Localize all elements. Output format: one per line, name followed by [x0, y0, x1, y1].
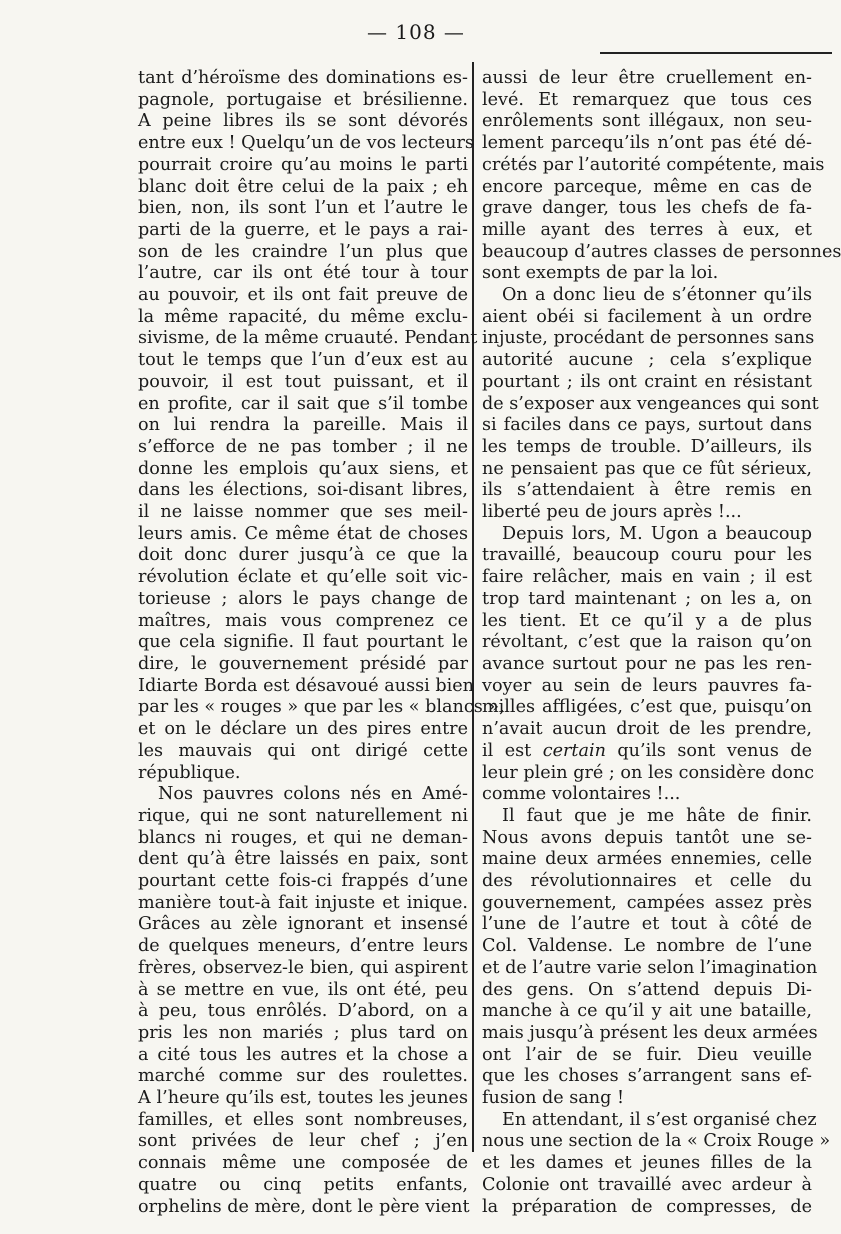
text-line: milles affligées, c’est que, puisqu’on: [482, 697, 812, 718]
text-line: Idiarte Borda est désavoué aussi bien: [138, 675, 474, 696]
text-line: nous une section de la « Croix Rouge »: [482, 1131, 831, 1152]
text-line: de quelques meneurs, d’entre leurs: [138, 936, 468, 957]
text-line: n’avait aucun droit de les prendre,: [482, 719, 812, 740]
text-line: la même rapacité, du même exclu-: [138, 306, 468, 327]
text-line: blanc doit être celui de la paix ; eh: [138, 176, 468, 197]
left-column: [138, 68, 505, 1218]
text-line: l’une de l’autre et tout à côté de: [482, 914, 812, 935]
text-line: aussi de leur être cruellement en-: [482, 68, 812, 88]
text-line: a cité tous les autres et la chose a: [138, 1044, 468, 1065]
text-line: il ne laisse nommer que ses meil-: [138, 502, 468, 523]
text-line: lement parcequ’ils n’ont pas été dé-: [482, 133, 812, 154]
text-line: injuste, procédant de personnes sans: [482, 328, 815, 349]
text-line: pris les non mariés ; plus tard on: [138, 1022, 468, 1043]
text-line: pouvoir, il est tout puissant, et il: [138, 371, 468, 392]
text-line: tant d’héroïsme des dominations es-: [138, 68, 468, 88]
text-line: les mauvais qui ont dirigé cette: [138, 740, 468, 761]
text-line: que les choses s’arrangent sans ef-: [482, 1066, 812, 1087]
text-line: donne les emplois qu’aux siens, et: [138, 458, 468, 479]
text-line: ils s’attendaient à être remis en: [482, 480, 812, 501]
text-line: crétés par l’autorité compétente, mais: [482, 154, 825, 175]
text-line: On a donc lieu de s’étonner qu’ils: [502, 285, 812, 306]
text-line: leur plein gré ; on les considère donc: [482, 762, 815, 783]
text-line: gouvernement, campées assez près: [482, 892, 812, 913]
text-line: Colonie ont travaillé avec ardeur à: [482, 1174, 812, 1195]
text-line: marché comme sur des roulettes.: [138, 1066, 468, 1087]
text-line: et les dames et jeunes filles de la: [482, 1153, 812, 1174]
text-line: bien, non, ils sont l’un et l’autre le: [138, 198, 468, 219]
text-line: frères, observez-le bien, qui aspirent: [138, 957, 468, 978]
text-line: tout le temps que l’un d’eux est au: [138, 350, 468, 371]
text-line: doit donc durer jusqu’à ce que la: [138, 545, 468, 566]
text-line: pourtant ; ils ont craint en résistant: [482, 371, 812, 392]
text-line: dans les élections, soi-disant libres,: [138, 480, 468, 501]
text-line: la préparation de compresses, de: [482, 1196, 812, 1217]
text-line: parti de la guerre, et le pays a rai-: [138, 219, 468, 240]
text-line: que cela signifie. Il faut pourtant le: [138, 632, 468, 653]
text-line: trop tard maintenant ; on les a, on: [482, 588, 812, 609]
text-line: à se mettre en vue, ils ont été, peu: [138, 979, 468, 1000]
text-line: pourrait croire qu’au moins le parti: [138, 154, 468, 175]
right-column: [482, 68, 841, 1218]
text-line: liberté peu de jours après !...: [482, 502, 742, 523]
text-line: faire relâcher, mais en vain ; il est: [482, 567, 812, 588]
text-line: travaillé, beaucoup couru pour les: [482, 545, 812, 566]
text-line: A peine libres ils se sont dévorés: [138, 111, 468, 132]
text-line: manche à ce qu’il y ait une bataille,: [482, 1001, 812, 1022]
text-line: révoltant, c’est que la raison qu’on: [482, 632, 812, 653]
text-line: Nous avons depuis tantôt une se-: [482, 827, 812, 848]
text-line: maîtres, mais vous comprenez ce: [138, 610, 468, 631]
text-line: par les « rouges » que par les « blancs »,: [138, 697, 505, 718]
text-line: pourtant cette fois-ci frappés d’une: [138, 871, 468, 892]
text-line: Col. Valdense. Le nombre de l’une: [482, 936, 812, 957]
text-line: orphelins de mère, dont le père vient: [138, 1196, 470, 1217]
text-line: révolution éclate et qu’elle soit vic-: [138, 567, 468, 588]
text-line: leurs amis. Ce même état de choses: [138, 523, 468, 544]
text-line: voyer au sein de leurs pauvres fa-: [482, 675, 812, 696]
text-line: ne pensaient pas que ce fût sérieux,: [482, 458, 812, 479]
text-line: s’efforce de ne pas tomber ; il ne: [138, 436, 468, 457]
text-line: en profite, car il sait que s’il tombe: [138, 393, 468, 414]
text-line: mais jusqu’à présent les deux armées: [482, 1022, 818, 1043]
text-line: les temps de trouble. D’ailleurs, ils: [482, 436, 812, 457]
text-line: si faciles dans ce pays, surtout dans: [482, 415, 812, 436]
text-line: sivisme, de la même cruauté. Pendant: [138, 328, 478, 349]
text-line: entre eux ! Quelqu’un de vos lecteurs: [138, 133, 474, 154]
text-line: levé. Et remarquez que tous ces: [482, 89, 812, 110]
text-line: Nos pauvres colons nés en Amé-: [158, 784, 468, 805]
text-line: beaucoup d’autres classes de personnes: [482, 241, 841, 262]
text-line: son de les craindre l’un plus que: [138, 241, 468, 262]
text-line: pagnole, portugaise et brésilienne.: [138, 89, 468, 110]
text-line: torieuse ; alors le pays change de: [138, 588, 468, 609]
text-line: encore parceque, même en cas de: [482, 176, 812, 197]
text-line: les tient. Et ce qu’il y a de plus: [482, 610, 812, 631]
text-line: En attendant, il s’est organisé chez: [502, 1109, 817, 1130]
text-line: Depuis lors, M. Ugon a beaucoup: [502, 523, 812, 544]
text-line: sont exempts de par la loi.: [482, 263, 719, 284]
text-line: familles, et elles sont nombreuses,: [138, 1109, 468, 1130]
text-line: à peu, tous enrôlés. D’abord, on a: [138, 1001, 468, 1022]
text-line: dent qu’à être laissés en paix, sont: [138, 849, 468, 870]
text-line: maine deux armées ennemies, celle: [482, 849, 812, 870]
text-line: comme volontaires !...: [482, 784, 681, 805]
text-line: fusion de sang !: [482, 1088, 625, 1109]
text-line: Il faut que je me hâte de finir.: [502, 805, 812, 826]
text-line: avance surtout pour ne pas les ren-: [482, 653, 812, 674]
text-line: et de l’autre varie selon l’imagination: [482, 957, 818, 978]
text-line: l’autre, car ils ont été tour à tour: [138, 263, 468, 284]
column-divider: [472, 62, 474, 1152]
text-line: sont privées de leur chef ; j’en: [138, 1131, 468, 1152]
text-line: grave danger, tous les chefs de fa-: [482, 198, 812, 219]
text-line: il est certain qu’ils sont venus de: [482, 740, 813, 761]
text-line: au pouvoir, et ils ont fait preuve de: [138, 285, 468, 306]
text-line: A l’heure qu’ils est, toutes les jeunes: [138, 1088, 468, 1109]
text-line: connais même une composée de: [138, 1153, 468, 1174]
text-line: république.: [138, 762, 241, 783]
text-line: dire, le gouvernement présidé par: [138, 653, 468, 674]
text-line: on lui rendra la pareille. Mais il: [138, 415, 468, 436]
text-line: enrôlements sont illégaux, non seu-: [482, 111, 812, 132]
text-line: autorité aucune ; cela s’explique: [482, 350, 812, 371]
text-line: et on le déclare un des pires entre: [138, 719, 468, 740]
page-number: — 108 —: [367, 20, 465, 44]
header-rule: [600, 52, 832, 54]
text-line: des gens. On s’attend depuis Di-: [482, 979, 812, 1000]
text-line: de s’exposer aux vengeances qui sont: [482, 393, 819, 414]
text-line: blancs ni rouges, et qui ne deman-: [138, 827, 468, 848]
text-line: rique, qui ne sont naturellement ni: [138, 805, 468, 826]
text-line: des révolutionnaires et celle du: [482, 871, 812, 892]
text-line: mille ayant des terres à eux, et: [482, 219, 812, 240]
text-line: ont l’air de se fuir. Dieu veuille: [482, 1044, 812, 1065]
text-line: Grâces au zèle ignorant et insensé: [138, 914, 468, 935]
text-line: quatre ou cinq petits enfants,: [138, 1174, 468, 1195]
text-line: manière tout-à fait injuste et inique.: [138, 892, 468, 913]
text-line: aient obéi si facilement à un ordre: [482, 306, 812, 327]
